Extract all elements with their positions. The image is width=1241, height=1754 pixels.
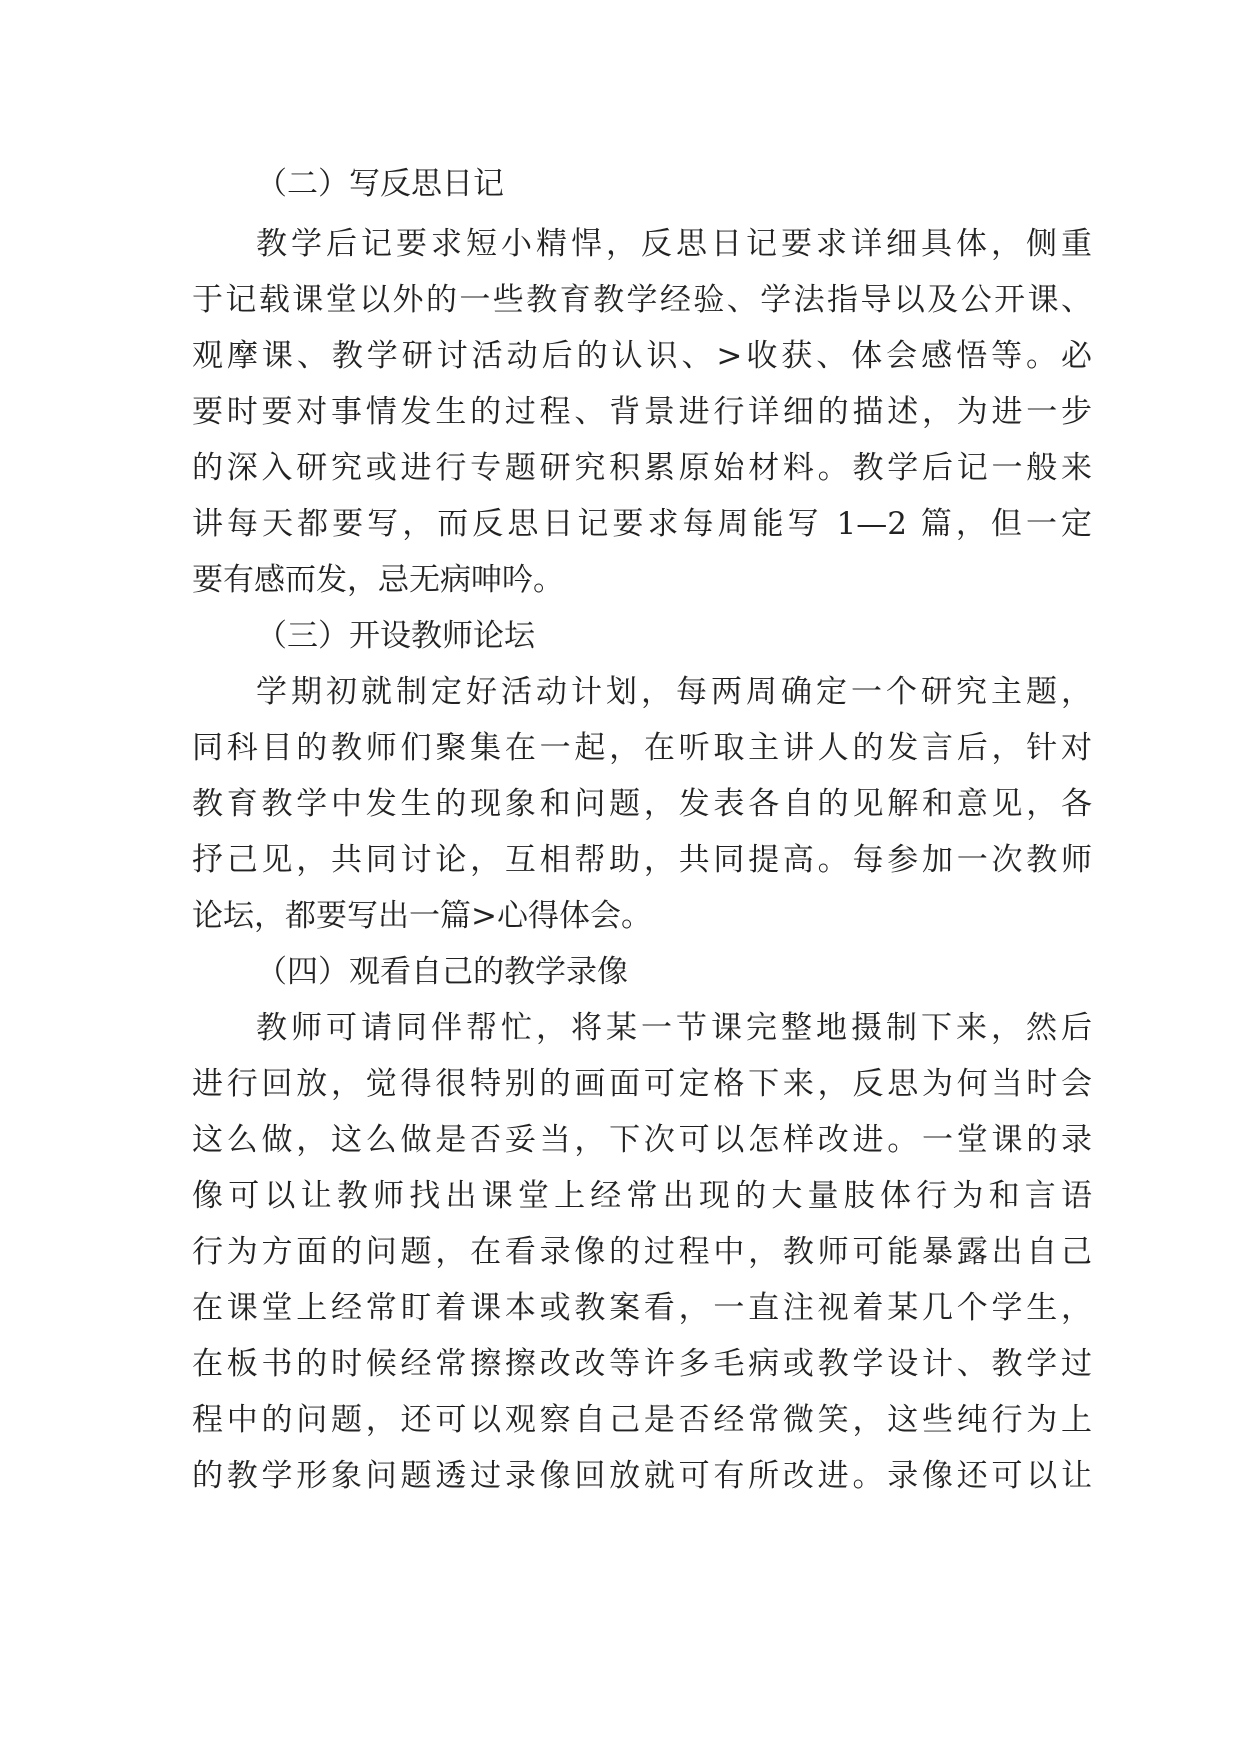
paragraph-line: 进行回放，觉得很特别的画面可定格下来，反思为何当时会 — [192, 1066, 1092, 1102]
paragraph-line: 在课堂上经常盯着课本或教案看，一直注视着某几个学生， — [192, 1290, 1092, 1326]
paragraph-line: 像可以让教师找出课堂上经常出现的大量肢体行为和言语 — [192, 1178, 1092, 1214]
paragraph-line: 教师可请同伴帮忙，将某一节课完整地摄制下来，然后 — [256, 1010, 1092, 1046]
paragraph-line: 论坛，都要写出一篇>心得体会。 — [192, 898, 652, 934]
paragraph-line: 要时要对事情发生的过程、背景进行详细的描述，为进一步 — [192, 394, 1092, 430]
section-heading-4: （四）观看自己的教学录像 — [256, 954, 628, 990]
section-heading-2: （二）写反思日记 — [256, 166, 504, 202]
paragraph-line: 程中的问题，还可以观察自己是否经常微笑，这些纯行为上 — [192, 1402, 1092, 1438]
paragraph-line: 讲每天都要写，而反思日记要求每周能写 1—2 篇，但一定 — [192, 506, 1092, 542]
section-heading-3: （三）开设教师论坛 — [256, 618, 535, 654]
paragraph-line: 这么做，这么做是否妥当，下次可以怎样改进。一堂课的录 — [192, 1122, 1092, 1158]
paragraph-line: 要有感而发，忌无病呻吟。 — [192, 562, 564, 598]
paragraph-line: 学期初就制定好活动计划，每两周确定一个研究主题， — [256, 674, 1092, 710]
paragraph-line: 于记载课堂以外的一些教育教学经验、学法指导以及公开课、 — [192, 282, 1092, 318]
paragraph-line: 教育教学中发生的现象和问题，发表各自的见解和意见，各 — [192, 786, 1092, 822]
paragraph-line: 在板书的时候经常擦擦改改等许多毛病或教学设计、教学过 — [192, 1346, 1092, 1382]
paragraph-line: 抒己见，共同讨论，互相帮助，共同提高。每参加一次教师 — [192, 842, 1092, 878]
paragraph-line: 同科目的教师们聚集在一起，在听取主讲人的发言后，针对 — [192, 730, 1092, 766]
paragraph-line: 的教学形象问题透过录像回放就可有所改进。录像还可以让 — [192, 1458, 1092, 1494]
paragraph-line: 观摩课、教学研讨活动后的认识、>收获、体会感悟等。必 — [192, 338, 1092, 374]
paragraph-line: 行为方面的问题，在看录像的过程中，教师可能暴露出自己 — [192, 1234, 1092, 1270]
paragraph-line: 的深入研究或进行专题研究积累原始材料。教学后记一般来 — [192, 450, 1092, 486]
paragraph-line: 教学后记要求短小精悍，反思日记要求详细具体，侧重 — [256, 226, 1092, 262]
